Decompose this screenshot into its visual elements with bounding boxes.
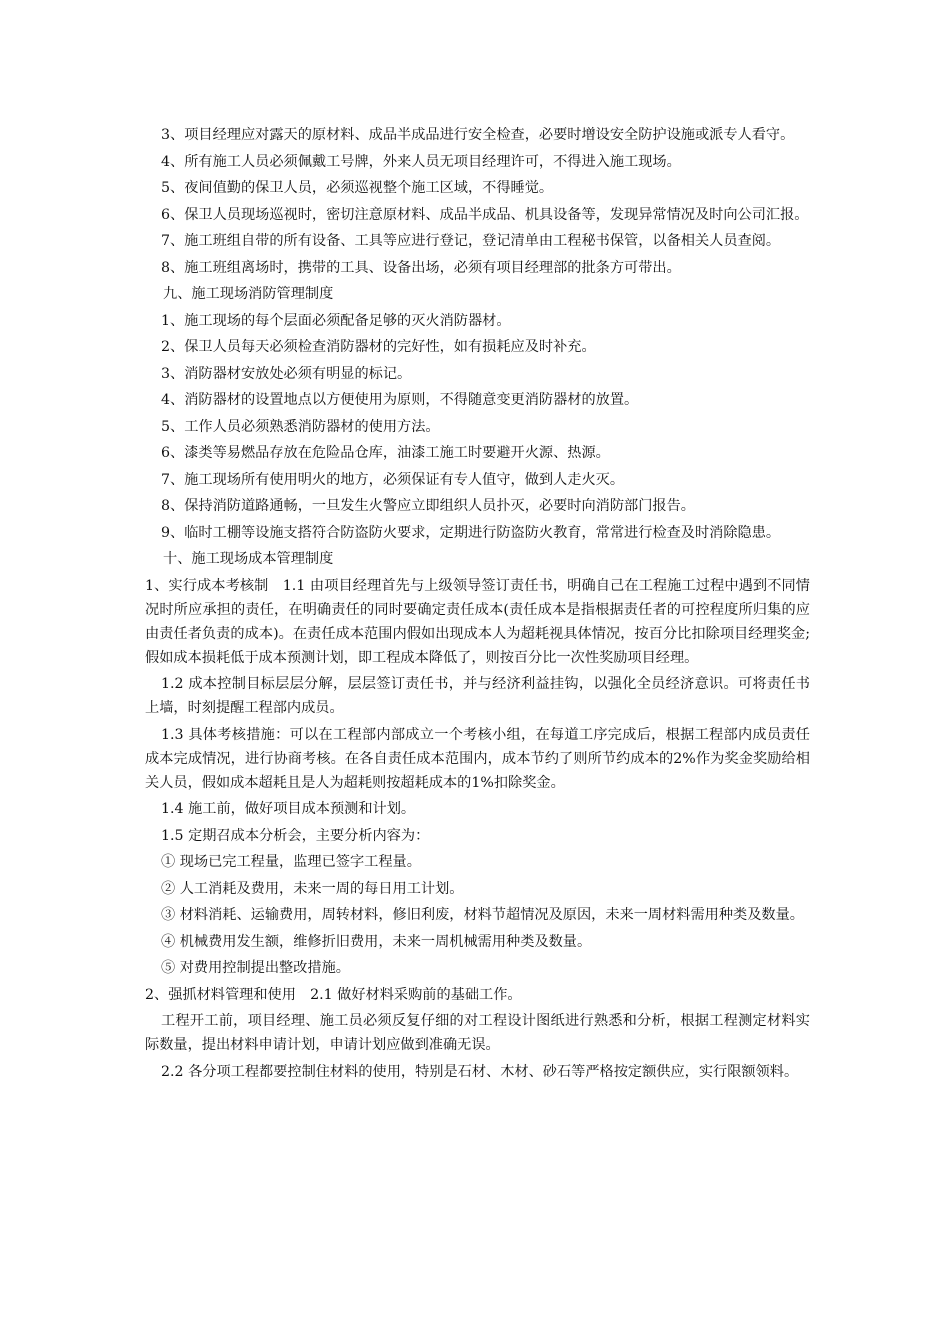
paragraph: 工程开工前，项目经理、施工员必须反复仔细的对工程设计图纸进行熟悉和分析，根据工程测定材料实际数量，提出材料申请计划，申请计划应做到准确无误。 (145, 1013, 810, 1053)
paragraph: 2、保卫人员每天必须检查消防器材的完好性，如有损耗应及时补充。 (161, 339, 596, 355)
paragraph: 1、施工现场的每个层面必须配备足够的灭火消防器材。 (161, 312, 511, 329)
paragraph: 5、工作人员必须熟悉消防器材的使用方法。 (161, 418, 440, 435)
paragraph: 1.5 定期召成本分析会，主要分析内容为： (161, 827, 430, 844)
paragraph: 3、消防器材安放处必须有明显的标记。 (161, 365, 412, 382)
paragraph: 1.4 施工前，做好项目成本预测和计划。 (161, 801, 416, 817)
paragraph: 4、消防器材的设置地点以方便使用为原则，不得随意变更消防器材的放置。 (161, 392, 639, 408)
paragraph: 8、保持消防道路通畅，一旦发生火警应立即组织人员扑灭，必要时向消防部门报告。 (161, 498, 695, 514)
paragraph: 9、临时工棚等设施支搭符合防盗防火要求，定期进行防盗防火教育，常常进行检查及时消除隐患。 (161, 524, 781, 541)
paragraph: 4、所有施工人员必须佩戴工号牌，外来人员无项目经理许可，不得进入施工现场。 (161, 153, 681, 170)
paragraph: 8、施工班组离场时，携带的工具、设备出场，必须有项目经理部的批条方可带出。 (161, 259, 681, 276)
section-heading-cost: 十、施工现场成本管理制度 (163, 551, 334, 567)
paragraph: 3、项目经理应对露天的原材料、成品半成品进行安全检查，必要时增设安全防护设施或派专人看守。 (161, 127, 795, 143)
list-item: ③ 材料消耗、运输费用，周转材料，修旧利废，材料节超情况及原因，未来一周材料需用种类及数量。 (161, 907, 804, 923)
paragraph: 1、实行成本考核制 1.1 由项目经理首先与上级领导签订责任书，明确自己在工程施工过程中遇到不同情况时所应承担的责任，在明确责任的同时要确定责任成本(责任成本是指根据责任者的可控程度所归集的应由责任者负责的成本)。在责任成本范围内假如出现成本人为超耗视具体情况，按百分比扣除项目经理奖金;假如成本损耗低于成本预测计划，即工程成本降低了，则按百分比一次性奖励项目经理。 (145, 577, 810, 666)
section-heading-fire: 九、施工现场消防管理制度 (163, 286, 334, 302)
paragraph: 7、施工现场所有使用明火的地方，必须保证有专人值守，做到人走火灭。 (161, 471, 625, 488)
list-item: ① 现场已完工程量，监理已签字工程量。 (161, 854, 421, 870)
document-page (145, 123, 810, 1086)
paragraph: 1.3 具体考核措施：可以在工程部内部成立一个考核小组，在每道工序完成后，根据工程部内成员责任成本完成情况，进行协商考核。在各自责任成本范围内，成本节约了则所节约成本的2%作为奖金奖励给相关人员，假如成本超耗且是人为超耗则按超耗成本的1%扣除奖金。 (145, 726, 810, 791)
paragraph: 6、保卫人员现场巡视时，密切注意原材料、成品半成品、机具设备等，发现异常情况及时向公司汇报。 (161, 206, 809, 223)
paragraph: 6、漆类等易燃品存放在危险品仓库，油漆工施工时要避开火源、热源。 (161, 445, 610, 461)
paragraph: 5、夜间值勤的保卫人员，必须巡视整个施工区域，不得睡觉。 (161, 180, 554, 196)
list-item: ④ 机械费用发生额，维修折旧费用，未来一周机械需用种类及数量。 (161, 933, 592, 950)
paragraph: 7、施工班组自带的所有设备、工具等应进行登记，登记清单由工程秘书保管，以备相关人员查阅。 (161, 233, 781, 249)
paragraph: 2.2 各分项工程都要控制住材料的使用，特别是石材、木材、砂石等严格按定额供应，实行限额领料。 (161, 1063, 799, 1080)
paragraph: 2、强抓材料管理和使用 2.1 做好材料采购前的基础工作。 (145, 986, 522, 1003)
list-item: ② 人工消耗及费用，未来一周的每日用工计划。 (161, 880, 464, 897)
paragraph: 1.2 成本控制目标层层分解，层层签订责任书，并与经济利益挂钩，以强化全员经济意识。可将责任书上墙，时刻提醒工程部内成员。 (145, 676, 810, 716)
list-item: ⑤ 对费用控制提出整改措施。 (161, 960, 350, 976)
